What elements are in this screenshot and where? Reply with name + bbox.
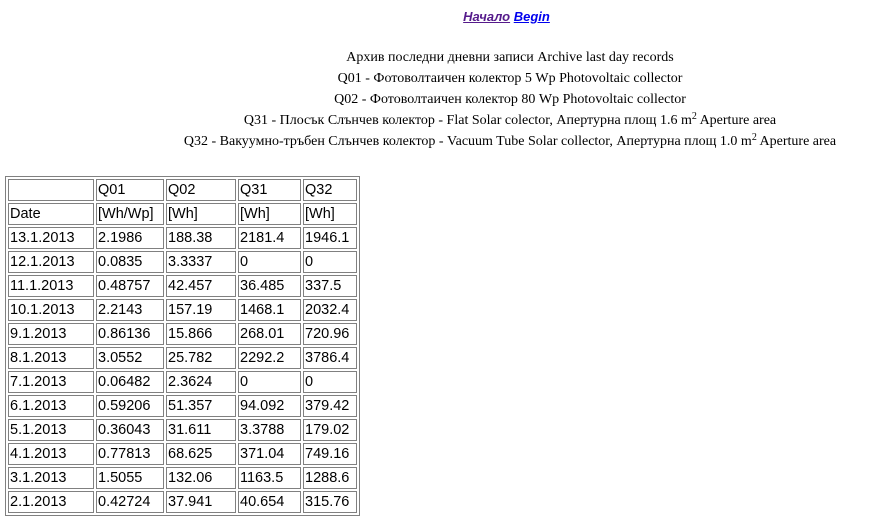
cell-q01: Q01 [96, 179, 164, 201]
cell-q31: Q31 [238, 179, 301, 201]
cell-date: 11.1.2013 [8, 275, 94, 297]
table-row [8, 491, 357, 513]
cell-q01: 0.77813 [96, 443, 164, 465]
cell-q32: 0 [303, 251, 357, 273]
cell-q01: 2.1986 [96, 227, 164, 249]
cell-date: 6.1.2013 [8, 395, 94, 417]
cell-q01: 0.86136 [96, 323, 164, 345]
cell-q31: 36.485 [238, 275, 301, 297]
cell-q31: 1163.5 [238, 467, 301, 489]
cell-q02: 188.38 [166, 227, 236, 249]
cell-q01: 2.2143 [96, 299, 164, 321]
cell-q32: Q32 [303, 179, 357, 201]
cell-q02: Q02 [166, 179, 236, 201]
table-row [8, 371, 357, 393]
table-row [8, 323, 357, 345]
cell-q31: 94.092 [238, 395, 301, 417]
cell-q02: [Wh] [166, 203, 236, 225]
cell-q32: 2032.4 [303, 299, 357, 321]
cell-date: 2.1.2013 [8, 491, 94, 513]
page-title: Архив последни дневни записи Archive last day records [346, 50, 674, 65]
cell-q02: 25.782 [166, 347, 236, 369]
records-table-body [8, 179, 357, 513]
cell-q31: 2181.4 [238, 227, 301, 249]
legend-q01: Q01 - Фотоволтаичен колектор 5 Wp Photovoltaic collector [337, 71, 683, 86]
cell-q32: 720.96 [303, 323, 357, 345]
cell-q31: 268.01 [238, 323, 301, 345]
cell-q01: 1.5055 [96, 467, 164, 489]
cell-q32: 337.5 [303, 275, 357, 297]
table-row [8, 395, 357, 417]
page-header [0, 47, 891, 152]
nav-links [0, 9, 891, 24]
table-row [8, 467, 357, 489]
cell-q02: 132.06 [166, 467, 236, 489]
legend-q32: Q32 - Вакуумно-тръбен Слънчев колектор - Vacuum Tube Solar collector, Апертурна площ 1.0 $m^2$ Aperture area [183, 132, 837, 149]
cell-q01: 0.36043 [96, 419, 164, 441]
cell-q02: 42.457 [166, 275, 236, 297]
cell-q31: 0 [238, 251, 301, 273]
cell-q32: 0 [303, 371, 357, 393]
table-header-units [8, 203, 357, 225]
cell-date: 13.1.2013 [8, 227, 94, 249]
table-row [8, 251, 357, 273]
cell-q31: 3.3788 [238, 419, 301, 441]
table-row [8, 419, 357, 441]
cell-q31: [Wh] [238, 203, 301, 225]
legend-q31: Q31 - Плосък Слънчев колектор - Flat Solar colector, Апертурна площ 1.6 $m^2$ Aperture area [243, 111, 777, 128]
cell-date: 12.1.2013 [8, 251, 94, 273]
cell-q01: 3.0552 [96, 347, 164, 369]
cell-q32: 1946.1 [303, 227, 357, 249]
table-row [8, 347, 357, 369]
cell-q32: 379.42 [303, 395, 357, 417]
cell-q02: 37.941 [166, 491, 236, 513]
cell-date: 4.1.2013 [8, 443, 94, 465]
cell-q32: 3786.4 [303, 347, 357, 369]
cell-q01: 0.0835 [96, 251, 164, 273]
cell-q31: 2292.2 [238, 347, 301, 369]
cell-q32: 179.02 [303, 419, 357, 441]
cell-date [8, 179, 94, 201]
cell-date: 8.1.2013 [8, 347, 94, 369]
table-row [8, 443, 357, 465]
table-row [8, 227, 357, 249]
cell-q32: 749.16 [303, 443, 357, 465]
cell-q02: 51.357 [166, 395, 236, 417]
cell-q01: 0.06482 [96, 371, 164, 393]
cell-q02: 2.3624 [166, 371, 236, 393]
home-link-bg[interactable]: Начало [463, 9, 511, 24]
cell-q02: 68.625 [166, 443, 236, 465]
home-link-en[interactable]: Begin [513, 9, 550, 24]
cell-q31: 1468.1 [238, 299, 301, 321]
legend-q02: Q02 - Фотоволтаичен колектор 80 Wp Photovoltaic collector [334, 92, 686, 107]
cell-date: 3.1.2013 [8, 467, 94, 489]
cell-date: 10.1.2013 [8, 299, 94, 321]
cell-q31: 0 [238, 371, 301, 393]
cell-date: 5.1.2013 [8, 419, 94, 441]
cell-date: 9.1.2013 [8, 323, 94, 345]
table-row [8, 275, 357, 297]
cell-q01: 0.42724 [96, 491, 164, 513]
cell-q01: 0.59206 [96, 395, 164, 417]
table-row [8, 299, 357, 321]
table-header-codes [8, 179, 357, 201]
cell-q02: 3.3337 [166, 251, 236, 273]
cell-q31: 40.654 [238, 491, 301, 513]
cell-q01: 0.48757 [96, 275, 164, 297]
cell-q32: 315.76 [303, 491, 357, 513]
records-table [5, 176, 360, 516]
cell-q02: 157.19 [166, 299, 236, 321]
cell-q32: 1288.6 [303, 467, 357, 489]
cell-q32: [Wh] [303, 203, 357, 225]
cell-date: 7.1.2013 [8, 371, 94, 393]
cell-q01: [Wh/Wp] [96, 203, 164, 225]
cell-q31: 371.04 [238, 443, 301, 465]
cell-q02: 31.611 [166, 419, 236, 441]
cell-q02: 15.866 [166, 323, 236, 345]
cell-date: Date [8, 203, 94, 225]
